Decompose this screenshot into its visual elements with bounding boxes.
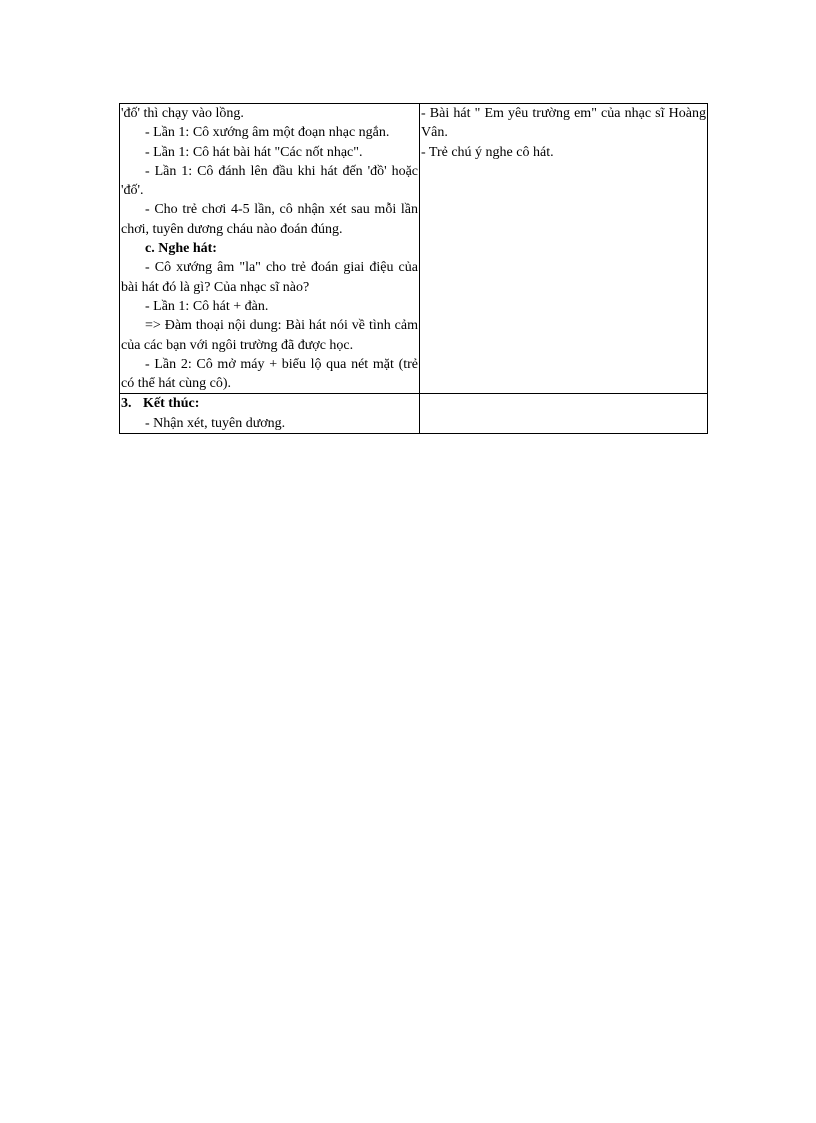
lesson-plan-table — [119, 103, 708, 434]
text-line: - Bài hát " Em yêu trường em" của nhạc sĩ Hoàng Vân. — [421, 106, 706, 141]
text-line: 'đố' thì chạy vào lồng. — [121, 106, 244, 121]
text-line: - Lần 1: Cô đánh lên đầu khi hát đến 'đồ' hoặc 'đố'. — [121, 163, 418, 199]
text-line: - Lần 1: Cô hát + đàn. — [145, 298, 269, 314]
text-line: - Cô xướng âm "la" cho trẻ đoán giai điệu của bài hát đó là gì? Của nhạc sĩ nào? — [121, 260, 418, 295]
text-line: - Trẻ chú ý nghe cô hát. — [421, 144, 554, 160]
section-heading — [121, 394, 418, 413]
table-row — [120, 394, 708, 434]
section-heading: c. Nghe hát: — [145, 241, 217, 257]
text-line: - Lần 1: Cô hát bài hát "Các nốt nhạc". — [145, 144, 363, 160]
teacher-activity-cell — [120, 104, 420, 394]
text-line: - Cho trẻ chơi 4-5 lần, cô nhận xét sau mỗi lần chơi, tuyên dương cháu nào đoán đúng. — [121, 202, 418, 237]
table-row — [120, 104, 708, 394]
text-line: - Lần 1: Cô xướng âm một đoạn nhạc ngắn. — [145, 125, 390, 141]
text-line: - Lần 2: Cô mở máy + biểu lộ qua nét mặt (trẻ có thể hát cùng cô). — [121, 356, 418, 392]
text-line: => Đàm thoại nội dung: Bài hát nói về tình cảm của các bạn với ngôi trường đã được học. — [121, 318, 418, 353]
text-line: - Nhận xét, tuyên dương. — [145, 415, 286, 431]
teacher-activity-cell — [120, 394, 420, 434]
child-activity-cell — [420, 104, 708, 394]
section-title: Kết thúc: — [143, 396, 200, 412]
section-number: 3. — [121, 396, 132, 412]
child-activity-cell — [420, 394, 708, 434]
